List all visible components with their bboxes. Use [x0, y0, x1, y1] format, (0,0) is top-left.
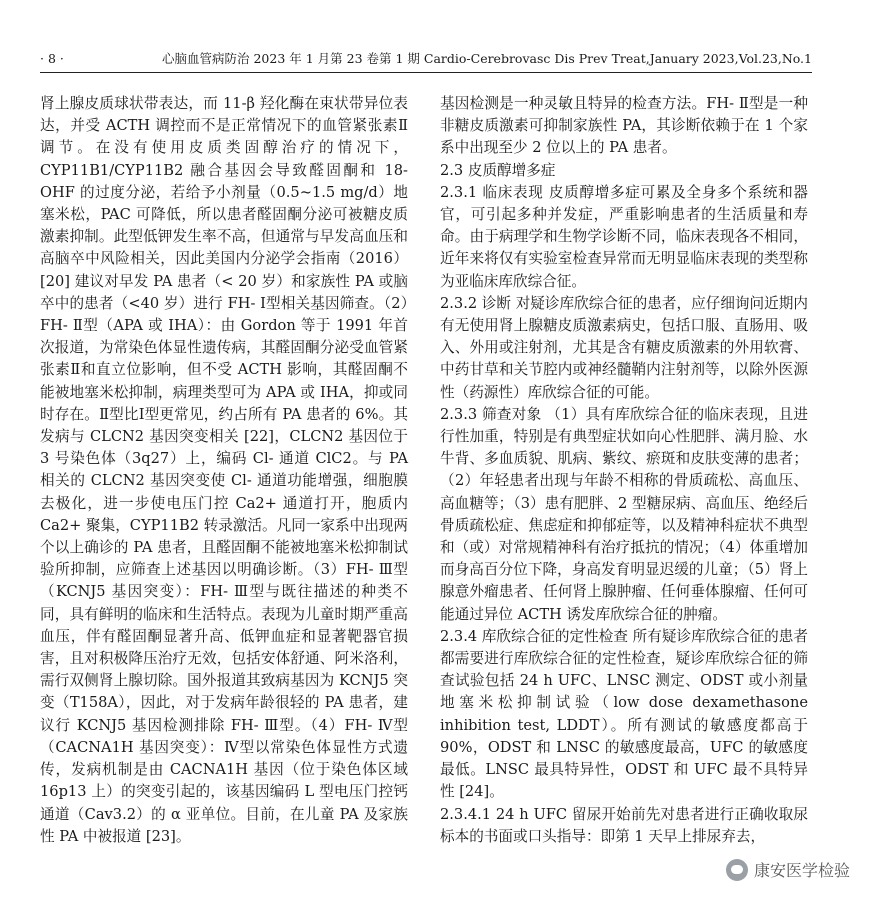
left-column	[40, 93, 408, 848]
watermark-label: 康安医学检验	[754, 861, 851, 880]
page-header	[40, 48, 812, 70]
body-paragraph: 2.3.4.1 24 h UFC 留尿开始前先对患者进行正确收取尿标本的书面或口头指导：即第 1 天早上排尿弃去，	[440, 805, 808, 845]
header-rule	[40, 72, 812, 73]
watermark	[722, 856, 854, 883]
body-paragraph: 2.3.4 库欣综合征的定性检查 所有疑诊库欣综合征的患者都需要进行库欣综合征的定性检查，疑诊库欣综合征的筛查试验包括 24 h UFC、LNSC 测定、ODST 或小剂量地塞米松抑制试验（low dose dexamethasone inhibition test, LDDT）。所有测试的敏感度都高于 90%，ODST 和 LNSC 的敏感度最高，UFC 的敏感度最低。LNSC 最具特异性，ODST 和 UFC 最不具特异性 [24]。	[440, 627, 808, 801]
right-column	[440, 93, 808, 848]
journal-citation: 心脑血管病防治 2023 年 1 月第 23 卷第 1 期 Cardio-Cerebrovasc Dis Prev Treat,January 2023,Vol.23,No.1	[162, 51, 812, 66]
page-number: · 8 ·	[40, 51, 64, 66]
body-paragraph: 基因检测是一种灵敏且特异的检查方法。FH- Ⅱ型是一种非糖皮质激素可抑制家族性 PA，其诊断依赖于在 1 个家系中出现至少 2 位以上的 PA 患者。	[440, 95, 808, 157]
body-paragraph: 肾上腺皮质球状带表达，而 11-β 羟化酶在束状带异位表达，并受 ACTH 调控而不是正常情况下的血管紧张素Ⅱ调节。在没有使用皮质类固醇治疗的情况下，CYP11B1/CYP11B2 融合基因会导致醛固酮和 18-OHF 的过度分泌，若给予小剂量（0.5~1.5 mg/d）地塞米松，PAC 可降低，所以患者醛固酮分泌可被糖皮质激素抑制。此型低钾发生率不高，但通常与早发高血压和高脑卒中风险相关，因此美国内分泌学会指南（2016）[20] 建议对早发 PA 患者（< 20 岁）和家族性 PA 或脑卒中的患者（<40 岁）进行 FH- Ⅰ型相关基因筛查。（2）FH- Ⅱ型（APA 或 IHA）：由 Gordon 等于 1991 年首次报道，为常染色体显性遗传病，其醛固酮分泌受血管紧张素Ⅱ和直立位影响，但不受 ACTH 影响，其醛固酮不能被地塞米松抑制，病理类型可为 APA 或 IHA，抑或同时存在。Ⅱ型比Ⅰ型更常见，约占所有 PA 患者的 6%。其发病与 CLCN2 基因突变相关 [22]，CLCN2 基因位于 3 号染色体（3q27）上，编码 Cl- 通道 ClC2。与 PA 相关的 CLCN2 基因突变使 Cl- 通道功能增强，细胞膜去极化，进一步使电压门控 Ca2+ 通道打开，胞质内 Ca2+ 聚集，CYP11B2 转录激活。凡同一家系中出现两个以上确诊的 PA 患者，且醛固酮不能被地塞米松抑制试验所抑制，应筛查上述基因以明确诊断。（3）FH- Ⅲ型（KCNJ5 基因突变）：FH- Ⅲ型与既往描述的种类不同，具有鲜明的临床和生活特点。表现为儿童时期严重高血压，伴有醛固酮显著升高、低钾血症和显著靶器官损害，且对积极降压治疗无效，包括安体舒通、阿米洛利，需行双侧肾上腺切除。国外报道其致病基因为 KCNJ5 突变（T158A），因此，对于发病年龄很轻的 PA 患者，建议行 KCNJ5 基因检测排除 FH- Ⅲ型。（4）FH- Ⅳ型（CACNA1H 基因突变）：Ⅳ型以常染色体显性方式遗传，发病机制是由 CACNA1H 基因（位于染色体区域 16p13 上）的突变引起的，该基因编码 L 型电压门控钙通道（Cav3.2）的 α 亚单位。目前，在儿童 PA 及家族性 PA 中被报道 [23]。	[40, 95, 408, 845]
body-paragraph: 2.3.1 临床表现 皮质醇增多症可累及全身多个系统和器官，可引起多种并发症，严重影响患者的生活质量和寿命。由于病理学和生物学诊断不同，临床表现各不相同，近年来将仅有实验室检查异常而无明显临床表现的类型称为亚临床库欣综合征。	[440, 183, 808, 290]
body-paragraph: 2.3.2 诊断 对疑诊库欣综合征的患者，应仔细询问近期内有无使用肾上腺糖皮质激素病史，包括口服、直肠用、吸入、外用或注射剂，尤其是含有糖皮质激素的外用软膏、中药甘草和关节腔内或神经髓鞘内注射剂等，以除外医源性（药源性）库欣综合征的可能。	[440, 294, 808, 401]
body-paragraph: 2.3.3 筛查对象 （1）具有库欣综合征的临床表现，且进行性加重，特别是有典型症状如向心性肥胖、满月脸、水牛背、多血质貌、肌病、紫纹、瘀斑和皮肤变薄的患者；（2）年轻患者出现与年龄不相称的骨质疏松、高血压、高血糖等；（3）患有肥胖、2 型糖尿病、高血压、绝经后骨质疏松症、焦虑症和抑郁症等，以及精神科症状不典型和（或）对常规精神科有治疗抵抗的情况；（4）体重增加而身高百分位下降，身高发育明显迟缓的儿童；（5）肾上腺意外瘤患者、任何肾上腺肿瘤、任何垂体腺瘤、任何可能通过异位 ACTH 诱发库欣综合征的肿瘤。	[440, 405, 808, 623]
wechat-icon	[726, 859, 748, 881]
section-heading: 2.3 皮质醇增多症	[440, 161, 556, 179]
